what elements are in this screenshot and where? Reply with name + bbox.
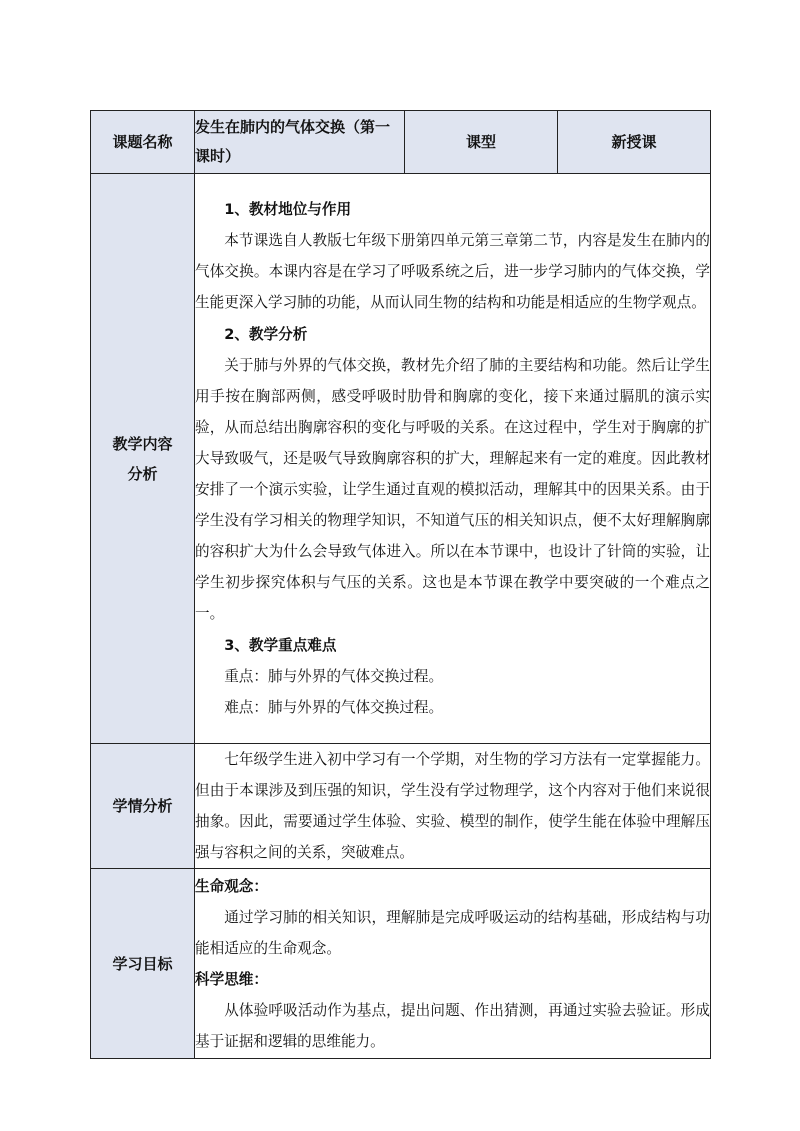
section2-heading: 2、教学分析 [224,325,308,343]
section1-text: 本节课选自人教版七年级下册第四单元第三章第二节，内容是发生在肺内的气体交换。本课内容是在学习了呼吸系统之后，进一步学习肺内的气体交换，学生能更深入学习肺的功能，从而认同生物的结构和功能是相适应的生物学观点。 [195,232,710,312]
goal2-text: 从体验呼吸活动作为基点，提出问题、作出猜测，再通过实验去验证。形成基于证据和逻辑的思维能力。 [195,1001,710,1051]
title-label-cell [91,111,195,174]
header-row [91,111,711,174]
title-label: 课题名称 [112,132,173,151]
section1-heading: 1、教材地位与作用 [224,201,352,219]
student-analysis-label: 学情分析 [112,797,173,816]
learning-goals-label-cell [91,869,195,1059]
content-analysis-row [91,174,711,744]
section2-text: 关于肺与外界的气体交换，教材先介绍了肺的主要结构和功能。然后让学生用手按在胸部两侧，感受呼吸时肋骨和胸廓的变化，接下来通过膈肌的演示实验，从而总结出胸廓容积的变化与呼吸的关系。在这过程中，学生对于胸廓的扩大导致吸气，还是吸气导致胸廓容积的扩大，理解起来有一定的难度。因此教材安排了一个演示实验，让学生通过直观的模拟活动，理解其中的因果关系。由于学生没有学习相关的物理学知识，不知道气压的相关知识点，便不太好理解胸廓的容积扩大为什么会导致气体进入。所以在本节课中，也设计了针筒的实验，让学生初步探究体积与气压的关系。这也是本节课在教学中要突破的一个难点之一。 [195,356,710,623]
title-value-cell [195,111,405,174]
goal1-heading: 生命观念： [195,877,268,895]
type-label-cell [405,111,558,174]
content-analysis-body [195,174,711,744]
student-analysis-text: 七年级学生进入初中学习有一个学期，对生物的学习方法有一定掌握能力。但由于本课涉及到压强的知识，学生没有学过物理学，这个内容对于他们来说很抽象。因此，需要通过学生体验、实验、模型的制作，使学生能在体验中理解压强与容积之间的关系，突破难点。 [195,751,710,862]
lesson-plan-table [90,110,711,1059]
title-value: 发生在肺内的气体交换（第一课时） [195,118,391,165]
student-analysis-body [195,744,711,869]
learning-goals-row [91,869,711,1059]
student-analysis-label-cell [91,744,195,869]
student-analysis-row [91,744,711,869]
learning-goals-label: 学习目标 [112,954,173,973]
goal1-text: 通过学习肺的相关知识，理解肺是完成呼吸运动的结构基础，形成结构与功能相适应的生命观念。 [195,908,710,957]
type-label: 课型 [465,132,496,151]
goal2-heading: 科学思维： [195,970,268,988]
content-analysis-label: 教学内容分析 [112,434,173,483]
type-value-cell [558,111,711,174]
type-value: 新授课 [611,132,657,151]
content-analysis-label-cell [91,174,195,744]
key-point: 重点：肺与外界的气体交换过程。 [224,667,444,685]
difficult-point: 难点：肺与外界的气体交换过程。 [224,698,444,716]
learning-goals-body [195,869,711,1059]
section3-heading: 3、教学重点难点 [224,636,337,654]
